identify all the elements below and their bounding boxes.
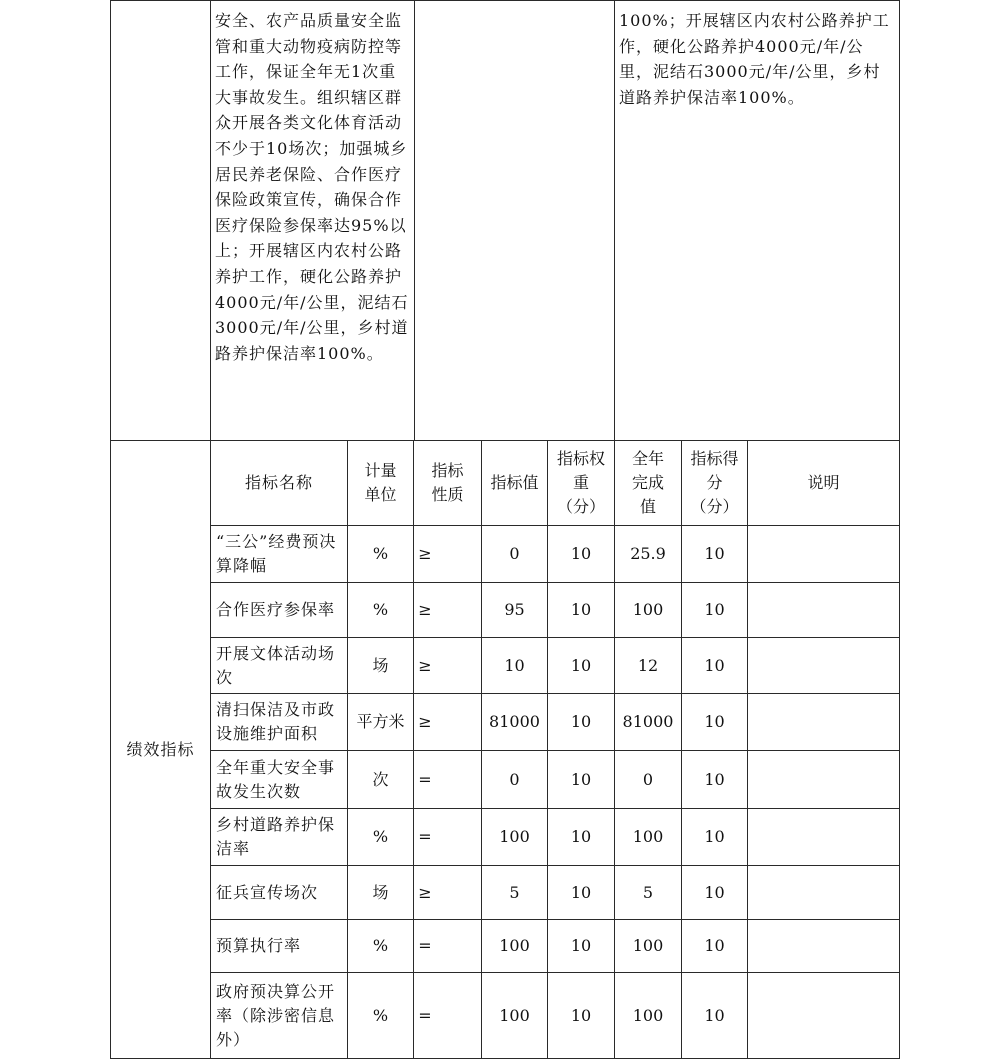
score-cell: 10 [704, 936, 725, 955]
note-cell [748, 583, 899, 637]
target-value-cell: 100 [499, 827, 530, 846]
indicator-name-cell: 清扫保洁及市政设施维护面积 [216, 700, 336, 743]
target-value-cell: 81000 [489, 712, 540, 731]
nature-cell: = [418, 827, 432, 846]
weight-cell: 10 [570, 936, 592, 955]
nature-cell: ≥ [418, 655, 432, 675]
indicator-name-cell: 乡村道路养护保洁率 [216, 815, 336, 858]
weight-cell: 10 [570, 655, 592, 675]
note-cell [748, 526, 899, 582]
nature-cell: ≥ [418, 600, 432, 619]
unit-cell: % [372, 600, 389, 619]
indicator-name-cell: 全年重大安全事故发生次数 [216, 757, 336, 801]
actual-value-cell: 25.9 [630, 544, 666, 563]
border-line [899, 0, 900, 1059]
border-line [110, 1058, 900, 1059]
score-cell: 10 [704, 544, 725, 563]
note-cell [748, 920, 899, 972]
goal-completion-text: 100%；开展辖区内农村公路养护工作，硬化公路养护4000元/年/公里，泥结石3000元/年/公里，乡村道路养护保洁率100%。 [619, 11, 890, 107]
score-cell: 10 [704, 769, 725, 789]
target-value-cell: 95 [504, 600, 525, 619]
nature-cell: ≥ [418, 882, 432, 902]
target-value-cell: 10 [504, 655, 525, 675]
target-value-cell: 0 [509, 769, 520, 789]
weight-cell: 10 [570, 769, 592, 789]
unit-cell: 次 [372, 769, 389, 789]
header-nature: 指标性质 [431, 461, 464, 504]
indicator-name-cell: 开展文体活动场次 [216, 643, 336, 687]
unit-cell: 平方米 [356, 712, 405, 731]
weight-cell: 10 [570, 544, 592, 563]
actual-value-cell: 100 [632, 827, 664, 846]
border-line [110, 0, 900, 1]
header-score: 指标得分（分） [690, 449, 739, 516]
unit-cell: % [372, 827, 389, 846]
weight-cell: 10 [570, 712, 592, 731]
note-cell [748, 638, 899, 693]
actual-value-cell: 100 [632, 936, 664, 955]
actual-value-cell: 0 [642, 769, 654, 789]
score-cell: 10 [704, 827, 725, 846]
target-value-cell: 5 [509, 882, 520, 902]
target-value-cell: 0 [509, 544, 520, 563]
score-cell: 10 [704, 882, 725, 902]
actual-value-cell: 81000 [622, 712, 674, 731]
nature-cell: ≥ [418, 712, 432, 731]
target-value-cell: 100 [499, 936, 530, 955]
unit-cell: % [372, 1005, 389, 1025]
header-target-value: 指标值 [490, 473, 539, 492]
header-unit: 计量单位 [364, 461, 397, 504]
weight-cell: 10 [570, 827, 592, 846]
section-label: 绩效指标 [126, 739, 195, 759]
target-value-cell: 100 [499, 1005, 530, 1025]
indicator-name-cell: “三公”经费预决算降幅 [216, 532, 337, 575]
note-cell [748, 809, 899, 865]
border-line [414, 0, 415, 441]
note-cell [748, 866, 899, 919]
actual-value-cell: 100 [632, 600, 664, 619]
note-cell [748, 751, 899, 808]
actual-value-cell: 5 [642, 882, 654, 902]
score-cell: 10 [704, 600, 725, 619]
header-actual-value: 全年完成值 [631, 449, 664, 516]
nature-cell: = [418, 769, 432, 789]
actual-value-cell: 100 [632, 1005, 664, 1025]
note-cell [748, 694, 899, 750]
indicator-name-cell: 征兵宣传场次 [216, 882, 319, 902]
unit-cell: % [372, 544, 389, 563]
nature-cell: = [418, 1005, 432, 1025]
nature-cell: = [418, 936, 432, 955]
unit-cell: 场 [372, 655, 389, 675]
weight-cell: 10 [570, 882, 592, 902]
score-cell: 10 [704, 712, 725, 731]
actual-value-cell: 12 [637, 655, 659, 675]
weight-cell: 10 [570, 1005, 592, 1025]
weight-cell: 10 [570, 600, 592, 619]
indicator-name-cell: 政府预决算公开率（除涉密信息外） [216, 981, 336, 1049]
indicator-name-cell: 合作医疗参保率 [216, 600, 336, 619]
note-cell [748, 973, 899, 1058]
nature-cell: ≥ [418, 544, 432, 563]
header-note: 说明 [807, 473, 840, 492]
unit-cell: % [372, 936, 389, 955]
header-weight: 指标权重（分） [556, 449, 605, 516]
unit-cell: 场 [372, 882, 389, 902]
goal-description-text: 安全、农产品质量安全监管和重大动物疫病防控等工作，保证全年无1次重大事故发生。组织辖区群众开展各类文化体育活动不少于10场次；加强城乡居民养老保险、合作医疗保险政策宣传，确保合作医疗保险参保率达95%以上；开展辖区内农村公路养护工作，硬化公路养护4000元/年/公里，泥结石3000元/年/公里，乡村道路养护保洁率100%。 [215, 11, 409, 363]
header-indicator-name: 指标名称 [244, 473, 313, 492]
score-cell: 10 [704, 1005, 725, 1025]
indicator-name-cell: 预算执行率 [216, 936, 302, 955]
score-cell: 10 [704, 655, 725, 675]
